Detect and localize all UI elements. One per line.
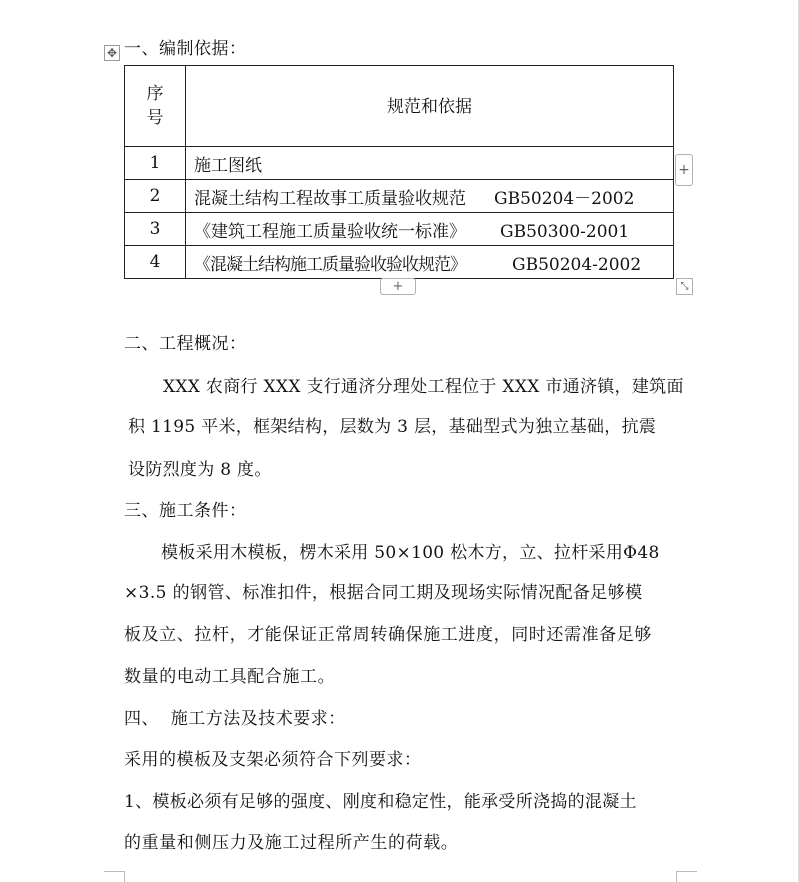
page-corner-mark: [676, 871, 697, 882]
header-text-label: 规范和依据: [387, 97, 472, 117]
section2-heading: 二、工程概况：: [124, 334, 247, 354]
spec-table: [124, 65, 674, 279]
row-code: GB50300-2001: [500, 221, 630, 242]
section1-heading: 一、编制依据：: [124, 39, 247, 59]
add-column-button[interactable]: +: [675, 154, 693, 186]
row-text-cell[interactable]: [186, 246, 674, 279]
row-text: 施工图纸: [194, 155, 262, 176]
header-text-cell[interactable]: [186, 66, 674, 147]
row-num-cell[interactable]: [125, 246, 186, 279]
row-code: GB50204-2002: [512, 254, 642, 275]
row-text: 《混凝土结构施工质量验收验收规范》: [194, 254, 466, 275]
row-num-cell[interactable]: [125, 147, 186, 180]
table-row: [125, 147, 674, 180]
row-text-cell[interactable]: [186, 147, 674, 180]
row-text: 《建筑工程施工质量验收统一标准》: [194, 221, 466, 242]
table-resize-icon[interactable]: ⤡: [676, 278, 693, 295]
row-text-cell[interactable]: [186, 213, 674, 246]
section3-line-3: 板及立、拉杆，才能保证正常周转确保施工进度，同时还需准备足够: [124, 625, 652, 645]
section2-line-2: 积 1195 平米，框架结构，层数为 3 层，基础型式为独立基础，抗震: [128, 417, 657, 437]
header-num-cell[interactable]: [125, 66, 186, 147]
row-num: 2: [149, 186, 161, 206]
section3-line-2: ×3.5 的钢管、标准扣件，根据合同工期及现场实际情况配备足够模: [124, 583, 643, 603]
row-num: 3: [149, 219, 161, 239]
section2-line-1: XXX 农商行 XXX 支行通济分理处工程位于 XXX 市通济镇，建筑面: [163, 377, 684, 397]
table-row: [125, 213, 674, 246]
section3-line-1: 模板采用木模板，楞木采用 50×100 松木方，立、拉杆采用Φ48: [161, 543, 660, 563]
row-code: GB50204－2002: [494, 188, 635, 209]
table-header-row: [125, 66, 674, 147]
section4-line-1: 采用的模板及支架必须符合下列要求：: [124, 750, 422, 770]
row-text-cell[interactable]: [186, 180, 674, 213]
section2-line-3: 设防烈度为 8 度。: [128, 460, 272, 480]
section4-line-3: 的重量和侧压力及施工过程所产生的荷载。: [124, 833, 459, 853]
table-row: [125, 180, 674, 213]
header-num-label: 序号: [146, 84, 164, 128]
add-row-button[interactable]: +: [380, 278, 416, 295]
section4-heading: 四、 施工方法及技术要求：: [124, 709, 346, 729]
section3-line-4: 数量的电动工具配合施工。: [124, 667, 336, 687]
row-text: 混凝土结构工程故事工质量验收规范: [194, 188, 466, 209]
section3-heading: 三、施工条件：: [124, 501, 247, 521]
row-num-cell[interactable]: [125, 180, 186, 213]
row-num: 4: [149, 252, 161, 272]
table-move-handle-icon[interactable]: ✥: [104, 45, 120, 61]
table-row: [125, 246, 674, 279]
row-num-cell[interactable]: [125, 213, 186, 246]
row-num: 1: [149, 153, 161, 173]
section4-line-2: 1、模板必须有足够的强度、刚度和稳定性，能承受所浇捣的混凝土: [124, 792, 637, 812]
page-corner-mark: [104, 871, 125, 882]
